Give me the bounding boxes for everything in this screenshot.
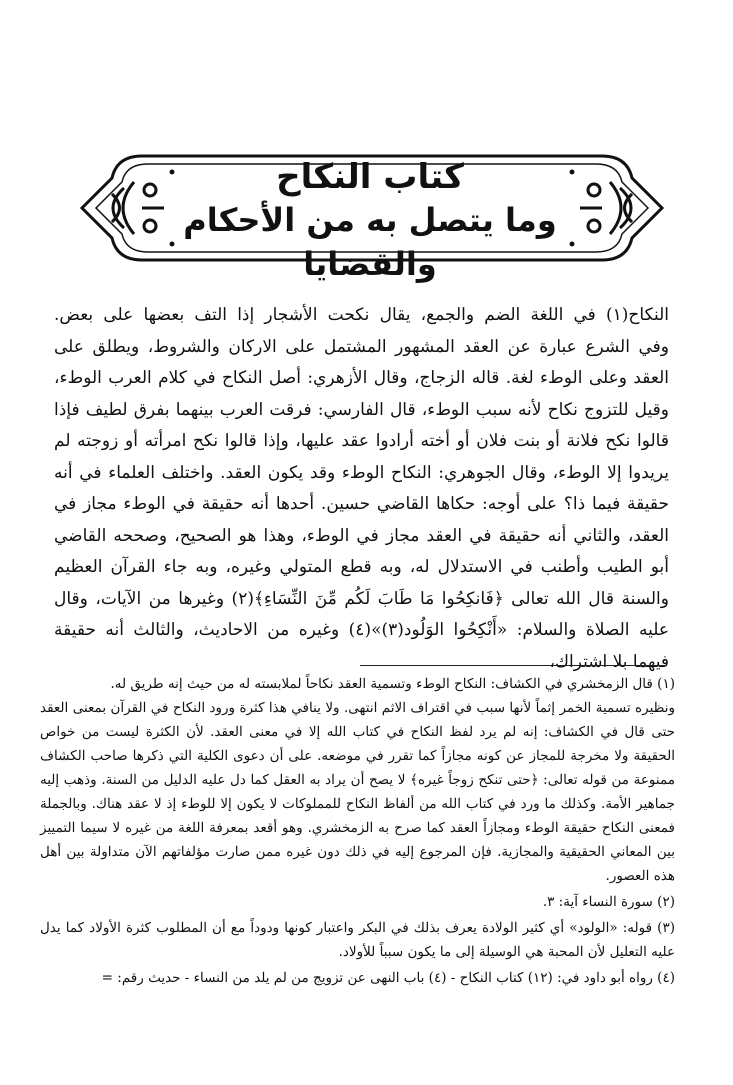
footnotes — [40, 672, 675, 992]
footnote-divider — [360, 665, 666, 666]
main-text — [54, 300, 669, 678]
paragraph: وفي الشرع عبارة عن العقد المشهور المشتمل على الاركان والشروط، ويطلق على العقد وعلى الوطء لغة. قاله الزجاج، وقال الأزهري: أصل النكاح في كلام العرب الوطء، وقيل للتزوج نكاح لأنه سبب الوطء، قال الفارسي: فرقت العرب بينهما بفرق لطيف فإذا قالوا نكح فلانة أو بنت فلان أو أخته أرادوا عقد عليها، وإذا قالوا نكح امرأته أو زوجته لم يريدوا إلا الوطء، وقال الجوهري: النكاح الوطء وقد يكون العقد. واختلف العلماء في أنه حقيقة فيما ذا؟ على أوجه: حكاها القاضي حسين. أحدها أنه حقيقة في الوطء مجاز في العقد، والثاني أنه حقيقة في العقد مجاز في الوطء، وهذا هو الصحيح، وصححه القاضي أبو الطيب وأطنب في الاستدلال له، وبه قطع المتولي وغيره، وبه جاء القرآن العظيم والسنة قال الله تعالى ﴿فَانكِحُوا مَا طَابَ لَكُم مِّنَ النِّسَاءِ﴾(٢) وغيرها من الآيات، وقال عليه الصلاة والسلام: «أَنْكِحُوا الوَلُود(٣)»(٤) وغيره من الاحاديث، والثالث أنه حقيقة فيهما بلا اشتراك، — [54, 336, 669, 672]
chapter-title-main: كتاب النكاح — [276, 157, 464, 197]
footnote-number: (٤) — [657, 970, 675, 986]
footnote-text: قال الزمخشري في الكشاف: النكاح الوطء وتسمية العقد نكاحاً لملابسته له من حيث إنه طريق له. — [110, 676, 653, 692]
footnote — [40, 966, 675, 990]
footnote-text: ونظيره تسمية الخمر إثماً لأنها سبب في اقتراف الاثم انتهى. ولا ينافي هذا كثرة ورود النكاح في القرآن بمعنى العقد حتى قال في الكشاف: إنه لم يرد لفظ النكاح في كتاب الله إلا في معنى العقد. لأن الكثرة ليست من خواص الحقيقة ولا مخرجة للمجاز عن كونه مجازاً كما تقرر في موضعه. على أن دعوى الكلية التي ذكرها صاحب الكشاف ممنوعة من قوله تعالى: ﴿حتى تنكح زوجاً غيره﴾ لا يصح أن يراد به العقل كما دل عليه الدليل من السنة. وذهب إليه جماهير الأمة. وكذلك ما ورد في كتاب الله من ألفاظ النكاح للمملوكات لا يكون إلا للوطء إذ لا عقد هناك. وبالجملة فمعنى النكاح حقيقة الوطء ومجازاً العقد كما صرح به الزمخشري. وهو أقعد بمعرفة اللغة من غيره لا سيما التمييز بين المعاني الحقيقية والمجازية. فإن المرجوع إليه في ذلك دون غيره ممن صارت مؤلفاتهم الآن متداولة بين أهل هذه العصور. — [40, 700, 675, 884]
chapter-title-subtitle: وما يتصل به من الأحكام والقضايا — [183, 201, 557, 283]
chapter-title — [140, 150, 600, 286]
footnote-number: (٣) — [657, 920, 675, 936]
paragraph: النكاح(١) في اللغة الضم والجمع، يقال نكحت الأشجار إذا التف بعضها على بعض. — [54, 305, 669, 325]
footnote — [40, 672, 675, 888]
footnote-text: سورة النساء آية: ٣. — [542, 894, 653, 910]
footnote-number: (١) — [657, 676, 675, 692]
footnote — [40, 890, 675, 914]
footnote-text: قوله: «الولود» أي كثير الولادة يعرف بذلك في البكر واعتبار كونها ودوداً مع أن المطلوب كثرة الأولاد كما يدل عليه التعليل لأن المحبة هي الوسيلة إلى ما يكون سبباً للأولاد. — [40, 920, 675, 960]
footnote — [40, 916, 675, 964]
footnote-text: رواه أبو داود في: (١٢) كتاب النكاح - (٤) باب النهى عن تزويج من لم يلد من النساء - حديث رقم: = — [101, 970, 653, 986]
footnote-number: (٢) — [657, 894, 675, 910]
